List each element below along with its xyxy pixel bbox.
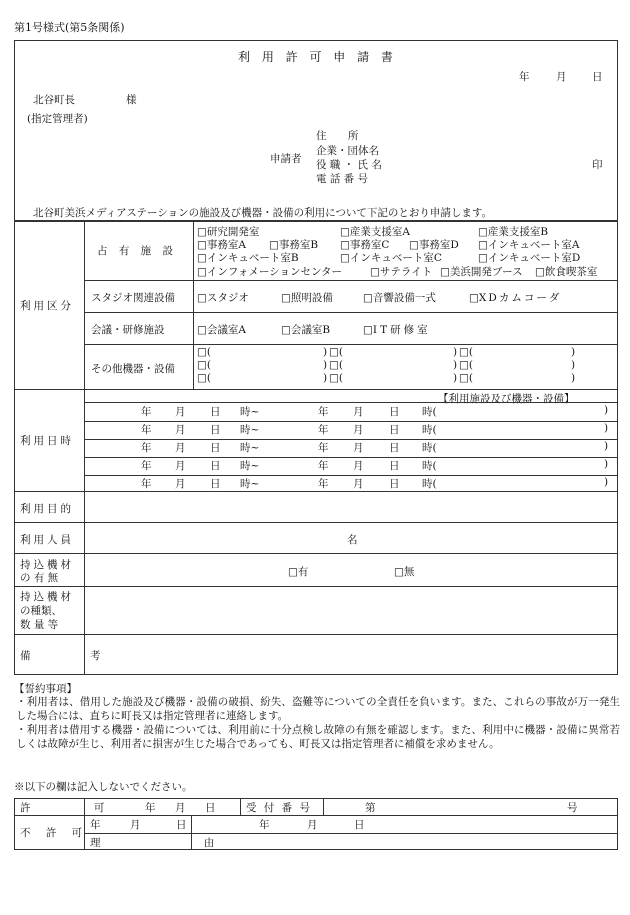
other-equipment-close: ) [571, 372, 576, 384]
line-after-studio [84, 312, 618, 313]
permit-label: 許 可 [20, 802, 135, 814]
datetime-header-line [84, 402, 618, 403]
datetime-end-part: 時( [422, 406, 437, 418]
datetime-end-part: 時( [422, 460, 437, 472]
reason-label: 理 由 [90, 837, 265, 849]
notpermit-year-2: 年 [259, 819, 270, 831]
equipment-types-label-3: 数 量 等 [20, 619, 59, 631]
datetime-start-part: 年 [141, 424, 152, 436]
other-equipment-label: その他機器・設備 [91, 363, 175, 375]
equipment-brought-label-2: の 有 無 [20, 572, 59, 584]
receipt-dai: 第 [365, 802, 376, 814]
cb-information-center[interactable]: □ インフォメーションセンター [197, 264, 342, 279]
other-equipment-slot[interactable]: □ ( [459, 359, 473, 371]
cb-incubate-b[interactable]: □ インキュベート室B [197, 250, 299, 265]
datetime-end-part: 時( [422, 442, 437, 454]
people-unit: 名 [347, 534, 358, 546]
datetime-row-line [84, 421, 618, 422]
other-equipment-close: ) [571, 359, 576, 371]
line-after-equipment-brought [14, 586, 618, 587]
datetime-start-part: 年 [141, 460, 152, 472]
occupied-facility-label: 占 有 施 設 [97, 245, 178, 257]
other-equipment-close: ) [453, 372, 458, 384]
cb-support-b[interactable]: □ 産業支援室B [478, 224, 548, 239]
datetime-end-part: 年 [318, 460, 329, 472]
office-receipt-left [240, 798, 241, 815]
cb-cafe[interactable]: □ 飲食喫茶室 [535, 264, 597, 279]
datetime-header: 【利用施設及び機器・設備】 [438, 393, 575, 405]
cb-support-a[interactable]: □ 産業支援室A [340, 224, 410, 239]
datetime-start-part: 月 [175, 442, 186, 454]
datetime-start-part: 年 [141, 406, 152, 418]
studio-equipment-label: スタジオ関連設備 [91, 292, 175, 304]
pledge-heading: 【誓約事項】 [14, 683, 77, 695]
remarks-label: 備 考 [20, 650, 129, 662]
datetime-end-part: 日 [389, 460, 400, 472]
notpermit-month-2: 月 [307, 819, 318, 831]
datetime-start-part: 月 [175, 406, 186, 418]
equipment-brought-label-1: 持込機材 [20, 559, 74, 571]
remarks-input[interactable] [86, 636, 616, 673]
other-equipment-slot[interactable]: □ ( [459, 372, 473, 384]
other-equipment-close: ) [571, 346, 576, 358]
datetime-end-part: 月 [353, 406, 364, 418]
datetime-end-part: 年 [318, 406, 329, 418]
cb-equipment-no[interactable]: □ 無 [394, 564, 414, 579]
office-note: ※以下の欄は記入しないでください。 [14, 781, 193, 793]
applicant-label: 申請者 [270, 153, 302, 165]
meeting-facility-label: 会議・研修施設 [91, 324, 165, 336]
line-after-category [14, 389, 618, 390]
office-row-divider [14, 815, 618, 816]
date-day: 日 [592, 71, 603, 83]
cb-incubate-d[interactable]: □ インキュベート室D [478, 250, 580, 265]
datetime-end-part: 月 [353, 478, 364, 490]
datetime-start-part: 日 [210, 460, 221, 472]
pledge-item-1: ・利用者は、借用した施設及び機器・設備の破損、紛失、盗難等についての全責任を負います。また、これらの事故が万一発生した場合には、直ちに町長又は指定管理者に連絡します。 [16, 696, 620, 722]
cb-satellite[interactable]: □ サテライト [370, 264, 432, 279]
datetime-start-part: 月 [175, 424, 186, 436]
datetime-start-part: 年 [141, 442, 152, 454]
applicant-org-label: 企業・団体名 [316, 145, 379, 157]
datetime-start-part: 月 [175, 460, 186, 472]
datetime-start-part: 日 [210, 424, 221, 436]
datetime-end-part: 月 [353, 424, 364, 436]
line-after-datetime [14, 491, 618, 492]
receipt-go: 号 [567, 802, 578, 814]
purpose-input[interactable] [86, 493, 616, 521]
line-after-equipment-types [14, 634, 618, 635]
addressee-manager: (指定管理者) [27, 113, 88, 125]
other-equipment-close: ) [453, 359, 458, 371]
datetime-close: ) [604, 440, 609, 452]
applicant-name-label: 役 職 ・ 氏 名 [316, 159, 382, 171]
cb-incubate-c[interactable]: □ インキュベート室C [340, 250, 442, 265]
seal-mark: 印 [592, 159, 603, 171]
datetime-end-part: 日 [389, 442, 400, 454]
cb-audio[interactable]: □ 音響設備一式 [363, 290, 436, 305]
cb-studio[interactable]: □ スタジオ [197, 290, 249, 305]
other-equipment-slot[interactable]: □ ( [197, 346, 211, 358]
datetime-row-line [84, 475, 618, 476]
cb-office-c[interactable]: □ 事務室C [340, 237, 389, 252]
usage-datetime-label: 利用日時 [20, 435, 74, 447]
addressee-name: 北谷町長 [33, 94, 75, 106]
datetime-close: ) [604, 476, 609, 488]
line-after-people [14, 553, 618, 554]
cb-equipment-yes[interactable]: □ 有 [288, 564, 308, 579]
other-equipment-slot[interactable]: □ ( [329, 346, 343, 358]
cb-meeting-a[interactable]: □ 会議室A [197, 322, 246, 337]
datetime-start-part: 年 [141, 478, 152, 490]
other-equipment-slot[interactable]: □ ( [197, 359, 211, 371]
date-year: 年 [519, 71, 530, 83]
form-number: 第1号様式(第5条関係) [14, 21, 125, 34]
cb-research-room[interactable]: □ 研究開発室 [197, 224, 259, 239]
line-after-meeting [84, 344, 618, 345]
datetime-row-line [84, 457, 618, 458]
datetime-end-part: 日 [389, 424, 400, 436]
line-after-occupied [84, 280, 618, 281]
equipment-types-label-1: 持込機材 [20, 591, 74, 603]
datetime-end-part: 月 [353, 460, 364, 472]
other-equipment-close: ) [323, 346, 328, 358]
cb-lighting[interactable]: □ 照明設備 [281, 290, 333, 305]
notpermit-day-2: 日 [354, 819, 365, 831]
people-label: 利用人員 [20, 534, 74, 546]
datetime-end-part: 年 [318, 478, 329, 490]
cb-it-room[interactable]: □ IT研修室 [363, 322, 431, 337]
datetime-row-line [84, 439, 618, 440]
applicant-address-label: 住 所 [316, 130, 368, 142]
datetime-end-part: 年 [318, 442, 329, 454]
datetime-close: ) [604, 422, 609, 434]
datetime-start-part: 日 [210, 478, 221, 490]
notpermit-month: 月 [130, 819, 141, 831]
cb-xd-camcorder[interactable]: □ XDカムコーダ [469, 290, 561, 305]
page-title: 利 用 許 可 申 請 書 [238, 50, 397, 64]
datetime-start-part: 日 [210, 406, 221, 418]
datetime-end-part: 日 [389, 406, 400, 418]
other-equipment-slot[interactable]: □ ( [329, 359, 343, 371]
category-divider [193, 221, 194, 389]
other-equipment-slot[interactable]: □ ( [197, 372, 211, 384]
datetime-start-part: 日 [210, 442, 221, 454]
datetime-start-part: 時~ [240, 424, 260, 436]
pledge-item-2: ・利用者は借用する機器・設備については、利用前に十分点検し故障の有無を確認します。また、利用中に機器・設備に異常若しくは故障が生じ、利用者に損害が生じた場合であっても、町長又は指定管理者に補償を求めません。 [16, 724, 620, 750]
addressee-honorific: 様 [126, 94, 137, 106]
cb-office-a[interactable]: □ 事務室A [197, 237, 246, 252]
cb-incubate-a[interactable]: □ インキュベート室A [478, 237, 580, 252]
intro-text: 北谷町美浜メディアステーションの施設及び機器・設備の利用について下記のとおり申請します。 [33, 207, 493, 219]
notpermit-day: 日 [176, 819, 187, 831]
purpose-label: 利用目的 [20, 503, 74, 515]
cb-meeting-b[interactable]: □ 会議室B [281, 322, 330, 337]
datetime-start-part: 時~ [240, 478, 260, 490]
other-equipment-close: ) [323, 359, 328, 371]
equipment-types-label-2: の種類、 [20, 605, 62, 617]
cb-office-b[interactable]: □ 事務室B [269, 237, 318, 252]
not-permit-label: 不 許 可 [20, 827, 89, 839]
cb-office-d[interactable]: □ 事務室D [409, 237, 459, 252]
permit-year: 年 [145, 802, 156, 814]
datetime-start-part: 月 [175, 478, 186, 490]
datetime-start-part: 時~ [240, 406, 260, 418]
line-after-purpose [14, 522, 618, 523]
permit-month: 月 [175, 802, 186, 814]
other-equipment-slot[interactable]: □ ( [459, 346, 473, 358]
datetime-end-part: 日 [389, 478, 400, 490]
cb-mihama-booth[interactable]: □ 美浜開発ブース [440, 264, 523, 279]
datetime-close: ) [604, 404, 609, 416]
office-sub-divider [84, 833, 618, 834]
other-equipment-slot[interactable]: □ ( [329, 372, 343, 384]
date-month: 月 [556, 71, 567, 83]
equipment-types-input[interactable] [86, 588, 616, 632]
permit-day: 日 [205, 802, 216, 814]
office-receipt-right [323, 798, 324, 815]
datetime-close: ) [604, 458, 609, 470]
other-equipment-close: ) [323, 372, 328, 384]
receipt-number-label: 受 付 番 号 [246, 802, 313, 814]
datetime-end-part: 年 [318, 424, 329, 436]
datetime-start-part: 時~ [240, 442, 260, 454]
applicant-phone-label: 電 話 番 号 [316, 173, 369, 185]
usage-category-label: 利用区分 [20, 300, 74, 312]
notpermit-year: 年 [90, 819, 101, 831]
datetime-end-part: 時( [422, 424, 437, 436]
datetime-end-part: 時( [422, 478, 437, 490]
datetime-start-part: 時~ [240, 460, 260, 472]
datetime-end-part: 月 [353, 442, 364, 454]
other-equipment-close: ) [453, 346, 458, 358]
